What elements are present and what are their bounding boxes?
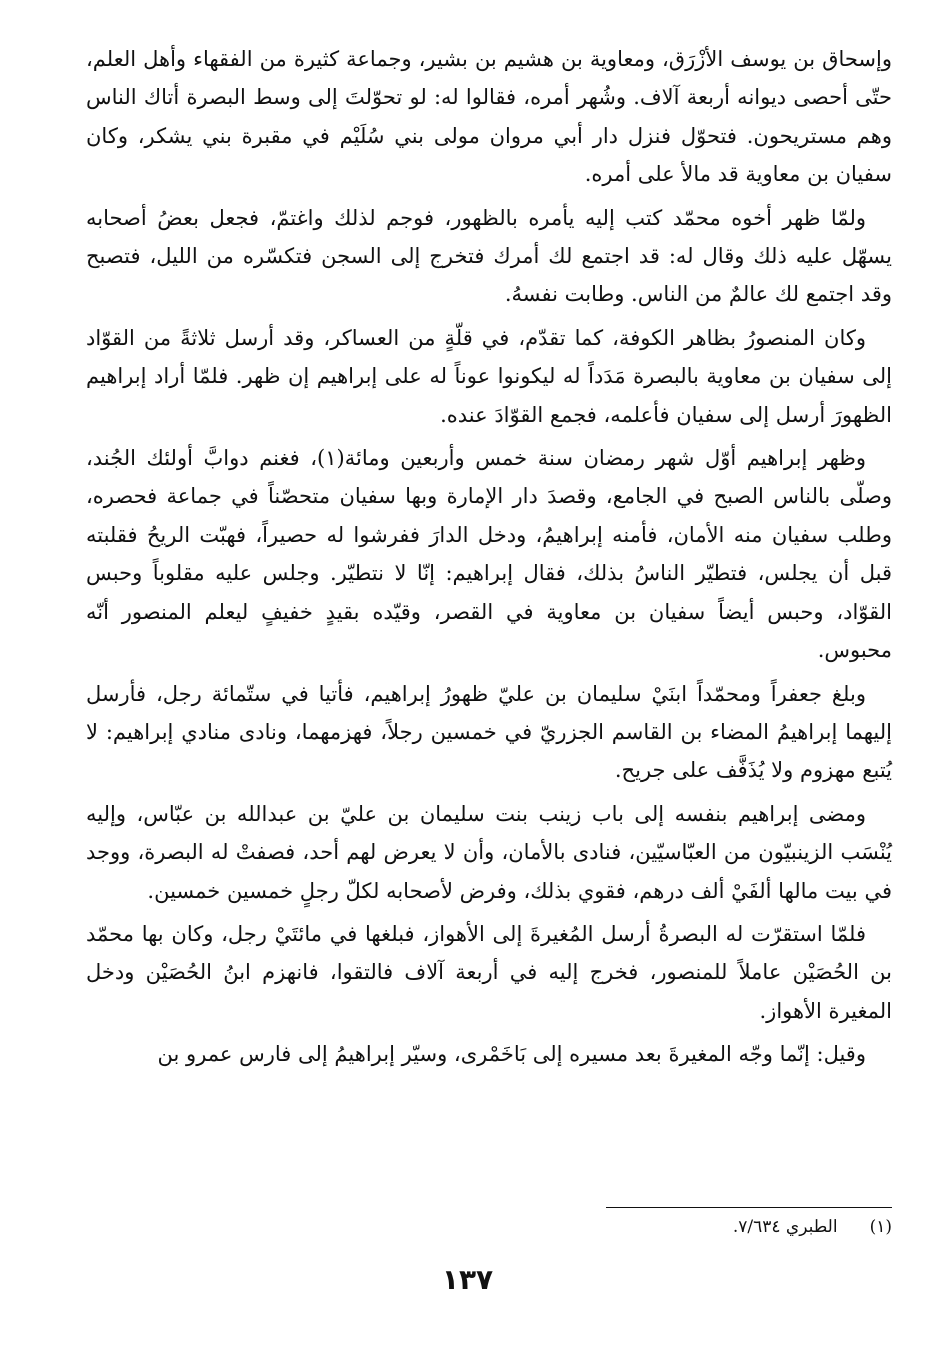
paragraph-6: ومضى إبراهيم بنفسه إلى باب زينب بنت سليمان بن عليّ بن عبدالله بن عبّاس، وإليه يُنْسَب الزينبيّون من العبّاسيّين، فنادى بالأمان، وأن لا يعرض لهم أحد، فصفتْ له البصرة، ووجد في بيت مالها ألفَيْ ألف درهم، فقوي بذلك، وفرض لأصحابه لكلّ رجلٍ خمسين خمسين. bbox=[86, 801, 892, 903]
paragraph-5: وبلغ جعفراً ومحمّداً ابنَيْ سليمان بن عليّ ظهورُ إبراهيم، فأتيا في ستّمائة رجل، فأرسل إليهما إبراهيمُ المضاء بن القاسم الجزريّ في خمسين رجلاً، فهزمهما، ونادى منادي إبراهيم: لا يُتبع مهزوم ولا يُذَفَّف على جريح. bbox=[86, 681, 892, 783]
paragraph-4: وظهر إبراهيم أوّل شهر رمضان سنة خمس وأربعين ومائة(١)، فغنم دوابَّ أولئك الجُند، وصلّى بالناس الصبح في الجامع، وقصدَ دار الإمارة وبها سفيان متحصّناً في جماعة فحصره، وطلب سفيان منه الأمان، فأمنه إبراهيمُ، ودخل الدارَ ففرشوا له حصيراً، فهبّت الريحُ فقلبته قبل أن يجلس، فتطيّر الناسُ بذلك، فقال إبراهيم: إنّا لا نتطيّر. وجلس عليه مقلوباً وحبس القوّاد، وحبس أيضاً سفيان بن معاوية في القصر، وقيّده بقيدٍ خفيفٍ ليعلم المنصور أنّه محبوس. bbox=[86, 446, 892, 663]
footnote-number: (١) bbox=[869, 1217, 892, 1237]
paragraph-7: فلمّا استقرّت له البصرةُ أرسل المُغيرةَ إلى الأهواز، فبلغها في مائتَيْ رجل، وكان بها محمّد بن الحُصَيْن عاملاً للمنصور، فخرج إليه في أربعة آلاف فالتقوا، فانهزم ابنُ الحُصَيْن ودخل المغيرة الأهواز. bbox=[86, 921, 892, 1023]
footnote-divider bbox=[606, 1207, 892, 1208]
paragraph-3: وكان المنصورُ بظاهر الكوفة، كما تقدّم، في قلّةٍ من العساكر، وقد أرسل ثلاثةً من القوّاد إلى سفيان بن معاوية بالبصرة مَدَداً له ليكونوا عوناً له على إبراهيم إن ظهر. فلمّا أراد إبراهيم الظهورَ أرسل إلى سفيان فأعلمه، فجمع القوّادَ عنده. bbox=[86, 325, 892, 427]
main-text bbox=[86, 40, 892, 1079]
page-number: ١٣٧ bbox=[441, 1263, 494, 1296]
paragraph-8: وقيل: إنّما وجّه المغيرةَ بعد مسيره إلى بَاخَمْرى، وسيّر إبراهيمُ إلى فارس عمرو بن bbox=[157, 1042, 866, 1067]
paragraph-1: وإسحاق بن يوسف الأزْرَق، ومعاوية بن هشيم بن بشير، وجماعة كثيرة من الفقهاء وأهل العلم، حتّى أحصى ديوانه أربعة آلاف. وشُهر أمره، فقالوا له: لو تحوّلتَ إلى وسط البصرة أتاك الناس وهم مستريحون. فتحوّل فنزل دار أبي مروان مولى بني سُلَيْم في مقبرة بني يشكر، وكان سفيان بن معاوية قد مالأ على أمره. bbox=[86, 47, 892, 187]
paragraph-2: ولمّا ظهر أخوه محمّد كتب إليه يأمره بالظهور، فوجم لذلك واغتمّ، فجعل بعضُ أصحابه يسهّل عليه ذلك وقال له: قد اجتمع لك أمرك فتخرج إلى السجن فتكسّره من الليل، فتصبح وقد اجتمع لك عالمٌ من الناس. وطابت نفسهُ. bbox=[86, 205, 892, 307]
footnote-text: الطبري ٧/٦٣٤. bbox=[732, 1217, 838, 1237]
footnote bbox=[492, 1215, 892, 1239]
